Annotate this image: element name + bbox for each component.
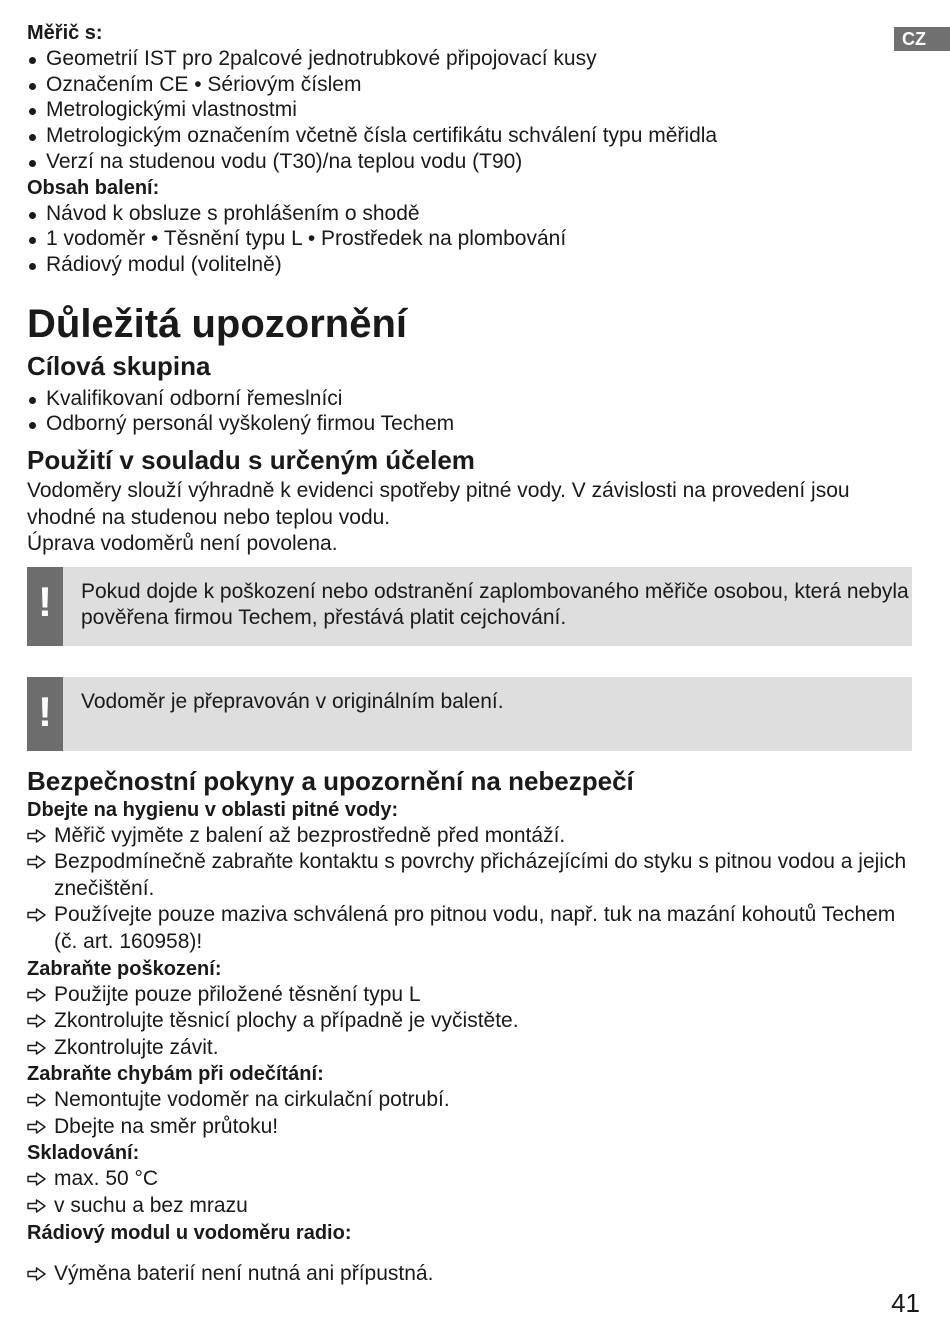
- radio-heading: Rádiový modul u vodoměru radio:: [27, 1221, 352, 1244]
- list-item: max. 50 °C: [27, 1166, 912, 1193]
- arrow-right-icon: [27, 1172, 47, 1186]
- hygiene-list: [27, 823, 912, 956]
- list-item: Zkontrolujte závit.: [27, 1035, 912, 1062]
- list-item: 1 vodoměr • Těsnění typu L • Prostředek na plombování: [27, 226, 912, 252]
- warning-icon: !: [27, 567, 63, 646]
- list-item: Bezpodmínečně zabraňte kontaktu s povrchy přicházejícími do styku s pitnou vodou a jejich znečištění.: [27, 849, 912, 902]
- list-item: Použijte pouze přiložené těsnění typu L: [27, 982, 912, 1009]
- arrow-right-icon: [27, 1041, 47, 1055]
- arrow-right-icon: [27, 1093, 47, 1107]
- arrow-right-icon: [27, 1120, 47, 1134]
- reading-list: [27, 1087, 912, 1140]
- list-item: Metrologickými vlastnostmi: [27, 97, 912, 123]
- list-item: Kvalifikovaní odborní řemeslníci: [27, 386, 912, 412]
- language-badge: CZ: [894, 27, 950, 51]
- list-item: Odborný personál vyškolený firmou Techem: [27, 411, 912, 437]
- package-heading: Obsah balení:: [27, 176, 160, 199]
- page-number: 41: [891, 1288, 920, 1318]
- list-item: Metrologickým označením včetně čísla certifikátu schválení typu měřidla: [27, 123, 912, 149]
- warning-text: Vodoměr je přepravován v originálním balení.: [81, 689, 504, 713]
- list-item: Verzí na studenou vodu (T30)/na teplou vodu (T90): [27, 149, 912, 175]
- arrow-right-icon: [27, 1014, 47, 1028]
- arrow-right-icon: [27, 1199, 47, 1213]
- damage-list: [27, 982, 912, 1062]
- warning-icon: !: [27, 677, 63, 751]
- list-item: Návod k obsluze s prohlášením o shodě: [27, 201, 912, 227]
- target-heading: Cílová skupina: [27, 350, 211, 381]
- arrow-right-icon: [27, 988, 47, 1002]
- meter-list: [27, 46, 912, 175]
- reading-heading: Zabraňte chybám při odečítání:: [27, 1063, 324, 1086]
- arrow-right-icon: [27, 829, 47, 843]
- storage-heading: Skladování:: [27, 1142, 140, 1165]
- list-item: Nemontujte vodoměr na cirkulační potrubí.: [27, 1087, 912, 1114]
- list-item: Zkontrolujte těsnicí plochy a případně je vyčistěte.: [27, 1008, 912, 1035]
- package-list: [27, 201, 912, 278]
- list-item: v suchu a bez mrazu: [27, 1193, 912, 1220]
- warning-box: [27, 677, 912, 751]
- warning-box: [27, 567, 912, 646]
- warning-text: Pokud dojde k poškození nebo odstranění zaplombovaného měřiče osobou, která nebyla pověřena firmou Techem, přestává platit cejchování.: [81, 579, 909, 630]
- list-item: Měřič vyjměte z balení až bezprostředně před montáží.: [27, 823, 912, 850]
- arrow-right-icon: [27, 1267, 47, 1281]
- use-paragraph: Vodoměry slouží výhradně k evidenci spotřeby pitné vody. V závislosti na provedení jsou vhodné na studenou nebo teplou vodu.: [27, 479, 850, 529]
- arrow-right-icon: [27, 855, 47, 869]
- list-item: Geometrií IST pro 2palcové jednotrubkové připojovací kusy: [27, 46, 912, 72]
- target-list: [27, 386, 912, 437]
- page-content: [27, 20, 912, 1287]
- storage-list: [27, 1166, 912, 1219]
- use-heading: Použití v souladu s určeným účelem: [27, 445, 475, 476]
- safety-heading: Bezpečnostní pokyny a upozornění na nebezpečí: [27, 765, 634, 796]
- list-item: Označením CE • Sériovým číslem: [27, 72, 912, 98]
- page-title: Důležitá upozornění: [27, 301, 407, 346]
- list-item: Rádiový modul (volitelně): [27, 252, 912, 278]
- use-paragraph: Úprava vodoměrů není povolena.: [27, 532, 338, 556]
- arrow-right-icon: [27, 908, 47, 922]
- list-item: Dbejte na směr průtoku!: [27, 1114, 912, 1141]
- list-item: Výměna baterií není nutná ani přípustná.: [27, 1261, 912, 1288]
- hygiene-heading: Dbejte na hygienu v oblasti pitné vody:: [27, 798, 399, 821]
- meter-heading: Měřič s:: [27, 22, 103, 44]
- damage-heading: Zabraňte poškození:: [27, 957, 222, 980]
- radio-list: [27, 1261, 912, 1288]
- list-item: Používejte pouze maziva schválená pro pitnou vodu, např. tuk na mazání kohoutů Techem (č. art. 160958)!: [27, 902, 912, 955]
